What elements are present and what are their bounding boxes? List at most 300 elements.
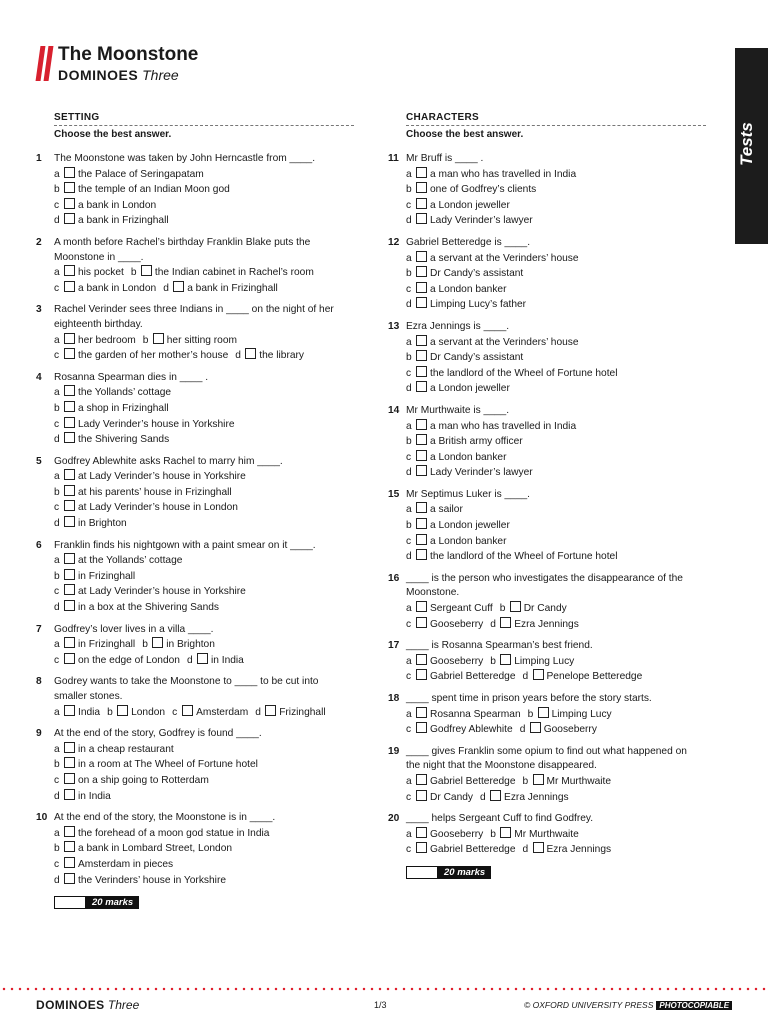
answer-option-d — [235, 348, 304, 364]
question-18 — [388, 692, 693, 738]
series-brand: DOMINOES — [58, 67, 139, 83]
answer-checkbox[interactable] — [245, 348, 256, 359]
option-label: in a cheap restaurant — [78, 743, 174, 755]
answer-checkbox[interactable] — [64, 600, 75, 611]
book-title: The Moonstone — [58, 44, 199, 65]
answer-option-c — [406, 534, 506, 550]
answer-checkbox[interactable] — [416, 266, 427, 277]
option-label: a London banker — [430, 535, 507, 547]
answer-checkbox[interactable] — [416, 465, 427, 476]
option-letter: b — [54, 570, 60, 582]
option-letter: a — [54, 334, 60, 346]
option-label: in Brighton — [78, 518, 127, 530]
answer-checkbox[interactable] — [416, 167, 427, 178]
option-label: at Lady Verinder’s house in Yorkshire — [78, 471, 246, 483]
answer-option-d — [163, 281, 278, 297]
question-2 — [36, 236, 341, 296]
option-letter: a — [54, 168, 60, 180]
answer-option-a — [406, 335, 579, 351]
question-text-line: Mr Septimus Luker is ____. — [406, 488, 531, 500]
question-text-line: Godfrey’s lover lives in a villa ____. — [54, 623, 214, 635]
characters-section — [388, 112, 693, 879]
question-text — [388, 586, 693, 601]
answer-option-b — [54, 841, 232, 857]
answer-checkbox[interactable] — [500, 654, 511, 665]
question-text — [388, 692, 693, 707]
answer-checkbox[interactable] — [64, 705, 75, 716]
answer-option-d — [54, 873, 226, 889]
question-number: 13 — [388, 320, 400, 332]
question-text — [36, 811, 341, 826]
answer-checkbox[interactable] — [416, 251, 427, 262]
option-letter: c — [406, 844, 412, 856]
answer-option-c — [406, 722, 513, 738]
answer-checkbox[interactable] — [64, 637, 75, 648]
answer-option-c — [54, 198, 156, 214]
answer-checkbox[interactable] — [64, 653, 75, 664]
answer-checkbox[interactable] — [416, 434, 427, 445]
answer-option-b — [54, 485, 232, 501]
answer-checkbox[interactable] — [416, 722, 427, 733]
question-text-line: eighteenth birthday. — [54, 318, 143, 330]
logo-bar-right — [44, 46, 54, 81]
answer-checkbox[interactable] — [64, 789, 75, 800]
answer-option-c — [54, 584, 246, 600]
answer-checkbox[interactable] — [510, 601, 521, 612]
answer-checkbox[interactable] — [490, 790, 501, 801]
answer-checkbox[interactable] — [64, 417, 75, 428]
options-row — [36, 348, 341, 364]
answer-checkbox[interactable] — [64, 333, 75, 344]
option-letter: b — [406, 436, 412, 448]
answer-option-c — [54, 857, 173, 873]
answer-option-d — [54, 600, 219, 616]
question-text — [36, 236, 341, 251]
answer-option-d — [187, 653, 244, 669]
answer-checkbox[interactable] — [117, 705, 128, 716]
answer-checkbox[interactable] — [64, 182, 75, 193]
question-list — [36, 152, 341, 888]
option-label: a man who has travelled in India — [430, 420, 577, 432]
option-label: a London jeweller — [430, 520, 510, 532]
question-text-line: Moonstone. — [406, 587, 460, 599]
question-number: 16 — [388, 572, 400, 584]
answer-checkbox[interactable] — [530, 722, 541, 733]
options-row — [388, 534, 693, 550]
answer-checkbox[interactable] — [416, 669, 427, 680]
question-text — [36, 539, 341, 554]
options-row — [36, 469, 341, 485]
options-row — [36, 432, 341, 448]
option-letter: a — [406, 708, 412, 720]
question-text — [36, 303, 341, 318]
option-letter: a — [54, 827, 60, 839]
question-text-line: the night that the Moonstone disappeared. — [406, 760, 597, 772]
option-label: Gooseberry — [543, 724, 597, 736]
options-row — [388, 518, 693, 534]
answer-option-a — [54, 742, 174, 758]
options-row — [388, 251, 693, 267]
option-letter: b — [142, 639, 148, 651]
side-tab-label: Tests — [737, 122, 756, 166]
option-label: a servant at the Verinders’ house — [430, 252, 579, 264]
options-row — [388, 434, 693, 450]
answer-checkbox[interactable] — [533, 774, 544, 785]
footer-dotted-rule — [0, 987, 768, 991]
question-number: 9 — [36, 728, 42, 740]
options-row — [388, 707, 693, 723]
options-row — [36, 182, 341, 198]
options-row — [388, 827, 693, 843]
series-level: Three — [142, 67, 179, 83]
answer-option-a — [54, 385, 171, 401]
options-row — [388, 654, 693, 670]
option-letter: a — [406, 655, 412, 667]
question-number: 5 — [36, 455, 42, 467]
option-letter: a — [54, 639, 60, 651]
option-letter: d — [406, 215, 412, 227]
option-label: in Brighton — [166, 639, 215, 651]
answer-checkbox[interactable] — [416, 518, 427, 529]
answer-option-c — [54, 417, 235, 433]
question-number: 4 — [36, 371, 42, 383]
answer-checkbox[interactable] — [533, 842, 544, 853]
answer-checkbox[interactable] — [64, 569, 75, 580]
answer-checkbox[interactable] — [416, 335, 427, 346]
answer-checkbox[interactable] — [416, 790, 427, 801]
answer-checkbox[interactable] — [416, 707, 427, 718]
option-letter: a — [54, 743, 60, 755]
option-label: Ezra Jennings — [514, 618, 579, 630]
answer-option-b — [523, 774, 612, 790]
options-row — [388, 381, 693, 397]
question-text — [36, 251, 341, 266]
answer-checkbox[interactable] — [416, 617, 427, 628]
options-row — [388, 722, 693, 738]
option-letter: c — [54, 858, 60, 870]
options-row — [36, 600, 341, 616]
answer-option-d — [480, 790, 569, 806]
answer-option-c — [54, 773, 209, 789]
answer-option-b — [142, 637, 215, 653]
question-number: 17 — [388, 640, 400, 652]
options-row — [388, 549, 693, 565]
question-number: 18 — [388, 693, 400, 704]
question-number: 15 — [388, 488, 400, 500]
option-letter: d — [522, 671, 529, 683]
answer-checkbox[interactable] — [64, 265, 75, 276]
marks-score-field[interactable] — [406, 866, 438, 879]
option-letter: a — [406, 336, 412, 348]
answer-option-c — [406, 282, 506, 298]
options-row — [36, 333, 341, 349]
answer-option-c — [54, 348, 228, 364]
answer-checkbox[interactable] — [64, 281, 75, 292]
question-number: 20 — [388, 813, 400, 825]
option-label: Gabriel Betteredge — [430, 775, 516, 787]
section-instruction: Choose the best answer. — [406, 129, 524, 140]
option-label: Rosanna Spearman — [430, 708, 521, 720]
answer-checkbox[interactable] — [416, 350, 427, 361]
answer-option-d — [406, 297, 526, 313]
answer-option-a — [406, 167, 576, 183]
option-letter: b — [142, 334, 149, 346]
question-7 — [36, 623, 341, 669]
question-text-line: ____ gives Franklin some opium to find out what happened on — [406, 745, 687, 757]
option-label: London — [131, 706, 166, 718]
answer-checkbox[interactable] — [64, 167, 75, 178]
answer-option-d — [523, 842, 612, 858]
options-row — [388, 297, 693, 313]
options-row — [36, 198, 341, 214]
answer-option-d — [490, 617, 579, 633]
answer-option-b — [406, 266, 523, 282]
options-row — [388, 617, 693, 633]
option-letter: a — [406, 504, 412, 516]
options-row — [36, 516, 341, 532]
option-label: Limping Lucy — [551, 708, 612, 720]
answer-checkbox[interactable] — [538, 707, 549, 718]
answer-option-b — [528, 707, 612, 723]
marks-label: 20 marks — [438, 866, 491, 879]
answer-option-c — [406, 790, 473, 806]
answer-checkbox[interactable] — [64, 553, 75, 564]
answer-option-b — [500, 601, 567, 617]
answer-option-a — [54, 705, 100, 721]
answer-checkbox[interactable] — [416, 601, 427, 612]
option-letter: b — [406, 352, 412, 364]
option-label: Dr Candy — [430, 791, 474, 803]
answer-checkbox[interactable] — [500, 617, 511, 628]
option-letter: d — [235, 350, 241, 362]
answer-checkbox[interactable] — [64, 757, 75, 768]
option-label: the landlord of the Wheel of Fortune hotel — [430, 367, 618, 379]
answer-checkbox[interactable] — [64, 469, 75, 480]
answer-checkbox[interactable] — [153, 333, 164, 344]
answer-option-a — [406, 654, 483, 670]
answer-option-d — [255, 705, 325, 721]
answer-checkbox[interactable] — [64, 841, 75, 852]
option-label: a London jeweller — [430, 199, 510, 211]
question-text — [36, 318, 341, 333]
options-row — [388, 182, 693, 198]
answer-checkbox[interactable] — [197, 653, 208, 664]
option-label: Amsterdam — [196, 706, 249, 718]
answer-checkbox[interactable] — [64, 516, 75, 527]
question-text — [388, 572, 693, 587]
answer-option-b — [107, 705, 165, 721]
question-text-line: Mr Bruff is ____ . — [406, 153, 484, 164]
question-text — [36, 727, 341, 742]
answer-checkbox[interactable] — [416, 213, 427, 224]
answer-option-d — [406, 549, 617, 565]
marks-box — [406, 866, 693, 879]
option-letter: d — [54, 602, 60, 614]
answer-option-d — [520, 722, 597, 738]
options-row — [36, 569, 341, 585]
answer-checkbox[interactable] — [64, 742, 75, 753]
options-row — [36, 485, 341, 501]
option-label: Lady Verinder’s lawyer — [430, 467, 533, 479]
question-text — [388, 745, 693, 760]
option-label: the Indian cabinet in Rachel’s room — [154, 267, 314, 279]
answer-checkbox[interactable] — [141, 265, 152, 276]
answer-option-c — [406, 450, 506, 466]
answer-checkbox[interactable] — [416, 774, 427, 785]
option-letter: b — [54, 759, 60, 771]
answer-option-d — [406, 465, 533, 481]
answer-checkbox[interactable] — [173, 281, 184, 292]
answer-checkbox[interactable] — [64, 826, 75, 837]
answer-option-a — [54, 167, 204, 183]
answer-checkbox[interactable] — [416, 381, 427, 392]
option-letter: d — [255, 706, 261, 718]
option-letter: b — [527, 708, 534, 720]
option-label: in a box at the Shivering Sands — [78, 602, 220, 614]
options-row — [36, 500, 341, 516]
question-17 — [388, 639, 693, 685]
question-text — [36, 152, 341, 167]
option-label: in Frizinghall — [78, 639, 136, 651]
answer-option-c — [406, 366, 617, 382]
answer-checkbox[interactable] — [64, 500, 75, 511]
option-label: Sergeant Cuff — [430, 603, 493, 615]
answer-checkbox[interactable] — [416, 549, 427, 560]
options-row — [388, 842, 693, 858]
option-label: a man who has travelled in India — [430, 168, 577, 180]
option-letter: d — [406, 383, 412, 395]
answer-option-a — [406, 774, 516, 790]
answer-checkbox[interactable] — [64, 873, 75, 884]
answer-checkbox[interactable] — [416, 282, 427, 293]
question-1 — [36, 152, 341, 229]
section-heading: SETTING — [54, 112, 354, 126]
footer-copyright — [524, 1000, 732, 1010]
answer-checkbox[interactable] — [416, 450, 427, 461]
question-text — [36, 371, 341, 386]
answer-option-a — [406, 827, 483, 843]
question-3 — [36, 303, 341, 363]
option-letter: a — [406, 252, 412, 264]
option-letter: b — [107, 706, 113, 718]
answer-option-c — [54, 281, 156, 297]
answer-checkbox[interactable] — [416, 827, 427, 838]
options-row — [388, 350, 693, 366]
option-label: a servant at the Verinders’ house — [430, 336, 579, 348]
answer-checkbox[interactable] — [533, 669, 544, 680]
answer-checkbox[interactable] — [416, 366, 427, 377]
option-letter: b — [54, 843, 60, 855]
options-row — [36, 773, 341, 789]
option-label: Frizinghall — [279, 706, 326, 718]
option-label: Gooseberry — [430, 655, 484, 667]
answer-checkbox[interactable] — [64, 348, 75, 359]
answer-checkbox[interactable] — [64, 213, 75, 224]
question-number: 12 — [388, 236, 400, 248]
answer-checkbox[interactable] — [182, 705, 193, 716]
answer-checkbox[interactable] — [416, 842, 427, 853]
option-label: her sitting room — [166, 334, 237, 346]
option-label: in India — [210, 654, 244, 666]
option-letter: a — [406, 775, 412, 787]
answer-checkbox[interactable] — [64, 401, 75, 412]
option-label: his pocket — [78, 267, 124, 279]
answer-checkbox[interactable] — [416, 297, 427, 308]
options-row — [36, 265, 341, 281]
option-letter: d — [490, 618, 496, 630]
answer-option-b — [406, 182, 536, 198]
answer-checkbox[interactable] — [64, 432, 75, 443]
option-label: Dr Candy’s assistant — [430, 352, 524, 364]
option-letter: a — [406, 420, 412, 432]
option-label: a sailor — [430, 504, 463, 516]
answer-option-b — [490, 654, 574, 670]
option-label: Gabriel Betteredge — [430, 844, 516, 856]
answer-checkbox[interactable] — [152, 637, 163, 648]
copyright-text: © OXFORD UNIVERSITY PRESS — [524, 1000, 654, 1010]
question-number: 14 — [388, 404, 400, 416]
question-text — [36, 455, 341, 470]
option-label: a London jeweller — [430, 383, 510, 395]
answer-checkbox[interactable] — [64, 584, 75, 595]
option-label: the library — [259, 350, 305, 362]
answer-option-c — [406, 617, 483, 633]
answer-checkbox[interactable] — [500, 827, 511, 838]
answer-checkbox[interactable] — [416, 198, 427, 209]
setting-section — [36, 112, 341, 909]
answer-checkbox[interactable] — [416, 502, 427, 513]
answer-option-c — [406, 198, 510, 214]
question-text-line: Mr Murthwaite is ____. — [406, 404, 510, 416]
option-label: Limping Lucy’s father — [430, 299, 527, 311]
option-letter: c — [406, 791, 412, 803]
answer-checkbox[interactable] — [64, 485, 75, 496]
marks-score-field[interactable] — [54, 896, 86, 909]
answer-option-a — [54, 265, 124, 281]
option-label: the Yollands’ cottage — [78, 387, 172, 399]
options-row — [388, 266, 693, 282]
option-label: a London banker — [430, 451, 507, 463]
option-letter: d — [406, 299, 412, 311]
answer-checkbox[interactable] — [416, 182, 427, 193]
question-number: 6 — [36, 539, 42, 551]
option-label: Amsterdam in pieces — [78, 858, 174, 870]
answer-checkbox[interactable] — [64, 198, 75, 209]
answer-checkbox[interactable] — [416, 654, 427, 665]
options-row — [388, 502, 693, 518]
option-label: at Lady Verinder’s house in Yorkshire — [78, 586, 246, 598]
question-text-line: ____ is the person who investigates the disappearance of the — [406, 572, 683, 584]
question-text — [388, 759, 693, 774]
answer-option-a — [406, 251, 579, 267]
answer-checkbox[interactable] — [64, 773, 75, 784]
answer-checkbox[interactable] — [265, 705, 276, 716]
answer-checkbox[interactable] — [416, 534, 427, 545]
option-letter: c — [406, 199, 412, 211]
option-label: the Verinders’ house in Yorkshire — [78, 874, 226, 886]
answer-checkbox[interactable] — [416, 419, 427, 430]
option-letter: a — [406, 168, 412, 180]
option-letter: c — [54, 774, 60, 786]
option-label: at his parents’ house in Frizinghall — [78, 486, 232, 498]
option-letter: d — [54, 434, 60, 446]
option-label: Mr Murthwaite — [514, 828, 579, 840]
answer-checkbox[interactable] — [64, 385, 75, 396]
answer-checkbox[interactable] — [64, 857, 75, 868]
answer-option-a — [406, 419, 576, 435]
answer-option-a — [406, 601, 493, 617]
answer-option-b — [143, 333, 237, 349]
